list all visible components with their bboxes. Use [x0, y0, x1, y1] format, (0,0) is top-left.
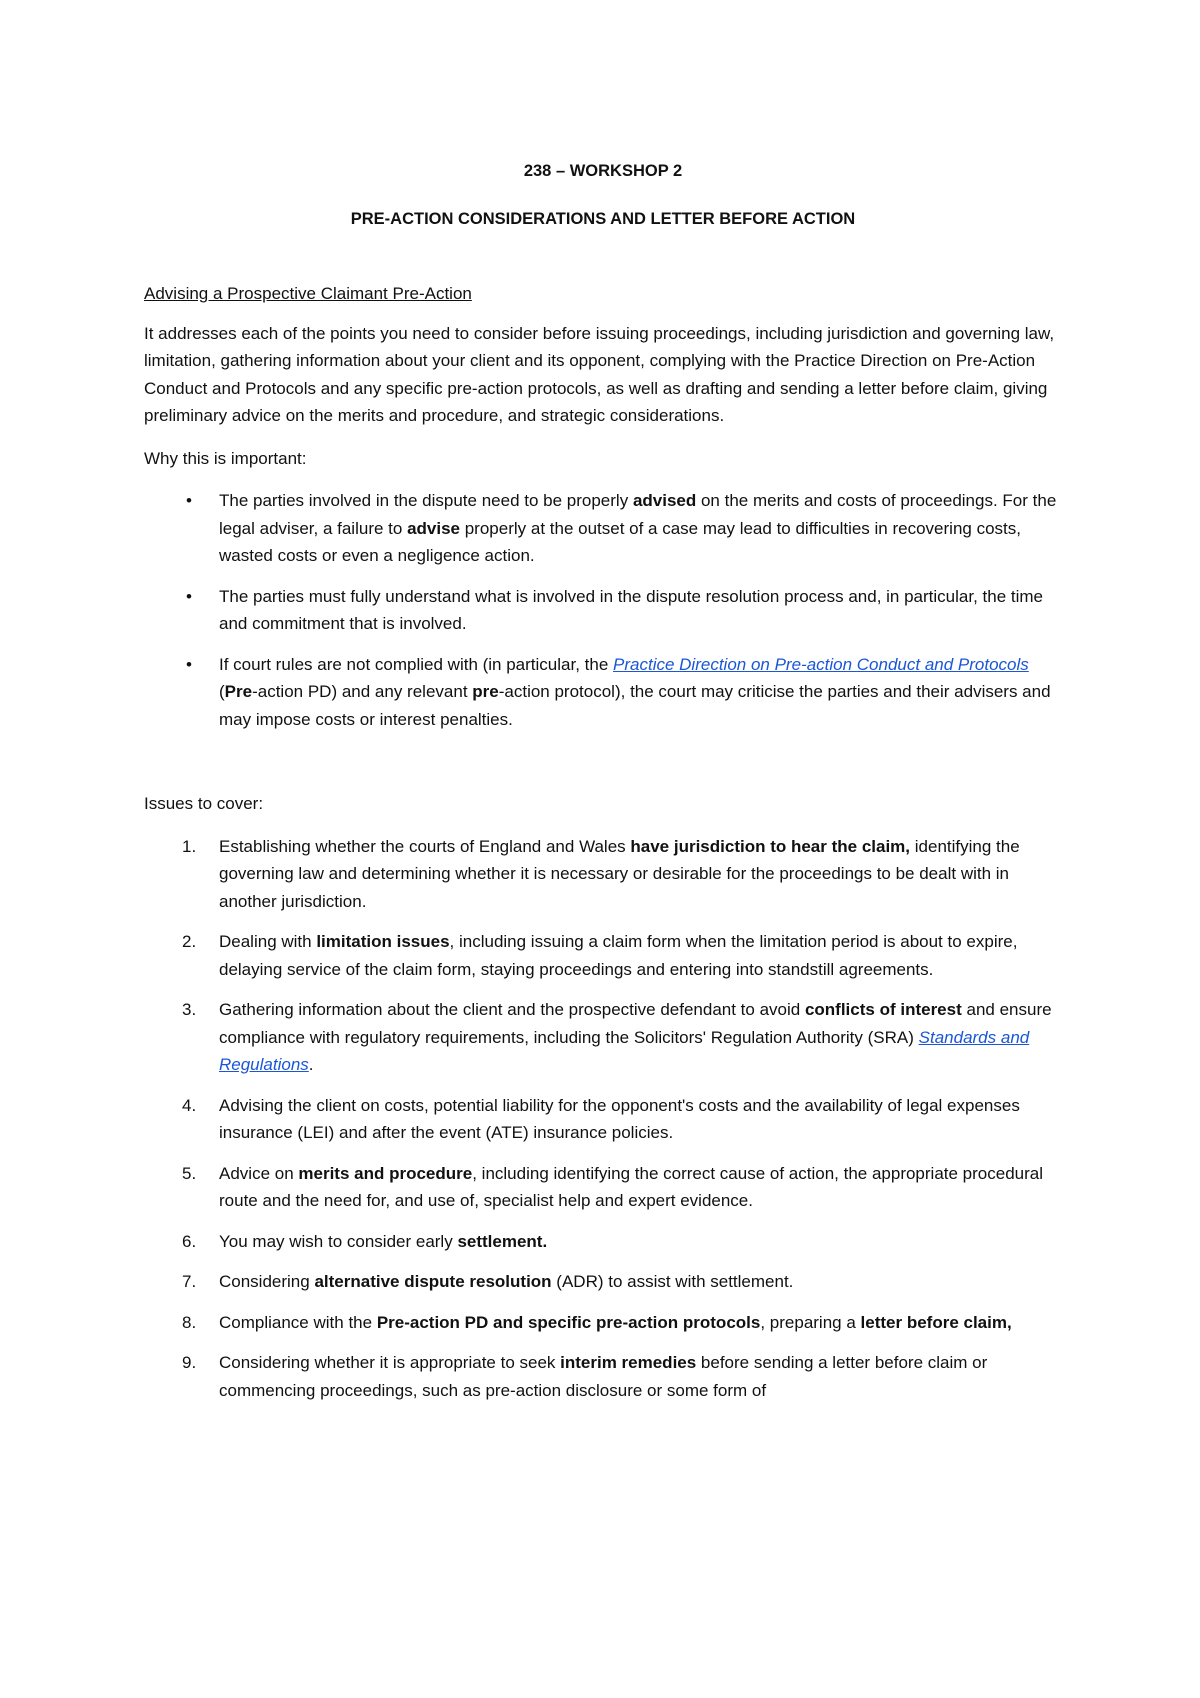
list-number: 2.	[182, 932, 197, 951]
bullet-icon: •	[186, 491, 192, 510]
bullet-icon: •	[186, 586, 192, 606]
list-number: 1.	[182, 836, 197, 856]
list-item: 4. Advising the client on costs, potential liability for the opponent's costs and the availability of legal expenses insurance (LEI) and after the event (ATE) insurance policies.	[144, 1092, 1062, 1147]
list-number: 4.	[182, 1095, 197, 1115]
list-item: 3. Gathering information about the client and the prospective defendant to avoid conflicts of interest and ensure compliance with regulatory requirements, including the Solicitors' Regulation Authority (SRA) Standards and Regulations.	[144, 996, 1062, 1079]
list-item: 1. Establishing whether the courts of England and Wales have jurisdiction to hear the claim, identifying the governing law and determining whether it is necessary or desirable for the proceedings to be dealt with in another jurisdiction.	[144, 833, 1062, 916]
list-number: 5.	[182, 1163, 197, 1183]
list-item: 9. Considering whether it is appropriate to seek interim remedies before sending a letter before claim or commencing proceedings, such as pre-action disclosure or some form of	[144, 1349, 1062, 1404]
list-number: 9.	[182, 1353, 197, 1372]
issues-label: Issues to cover:	[144, 794, 264, 813]
document-title: 238 – WORKSHOP 2	[523, 162, 683, 180]
list-item: 5. Advice on merits and procedure, including identifying the correct cause of action, the appropriate procedural route and the need for, and use of, specialist help and expert evidence.	[144, 1160, 1062, 1215]
issues-numbered-list	[144, 833, 1062, 1405]
section-heading: Advising a Prospective Claimant Pre-Action	[144, 284, 472, 303]
list-number: 7.	[182, 1272, 197, 1291]
why-important-label: Why this is important:	[144, 448, 307, 468]
list-item: 7. Considering alternative dispute resolution (ADR) to assist with settlement.	[144, 1268, 1062, 1296]
importance-bullet-list	[144, 487, 1062, 733]
document-body	[144, 160, 1062, 1417]
practice-direction-link[interactable]: Practice Direction on Pre-action Conduct and Protocols	[613, 654, 1029, 674]
standards-regulations-link[interactable]: Standards and Regulations	[219, 1027, 1030, 1074]
list-item: 2. Dealing with limitation issues, including issuing a claim form when the limitation period is about to expire, delaying service of the claim form, staying proceedings and entering into standstill agreements.	[144, 928, 1062, 983]
list-number: 6.	[182, 1231, 197, 1251]
list-item: • If court rules are not complied with (in particular, the Practice Direction on Pre-action Conduct and Protocols (Pre-action PD) and any relevant pre-action protocol), the court may criticise the parties and their advisers and may impose costs or interest penalties.	[144, 651, 1062, 734]
bullet-icon: •	[186, 654, 192, 674]
list-item: 8. Compliance with the Pre-action PD and specific pre-action protocols, preparing a letter before claim,	[144, 1309, 1062, 1337]
list-item: • The parties involved in the dispute need to be properly advised on the merits and costs of proceedings. For the legal adviser, a failure to advise properly at the outset of a case may lead to difficulties in recovering costs, wasted costs or even a negligence action.	[144, 487, 1062, 570]
intro-paragraph: It addresses each of the points you need to consider before issuing proceedings, including jurisdiction and governing law, limitation, gathering information about your client and its opponent, complying with the Practice Direction on Pre-Action Conduct and Protocols and any specific pre-action protocols, as well as drafting and sending a letter before claim, giving preliminary advice on the merits and procedure, and strategic considerations.	[144, 323, 1055, 425]
spacer	[144, 746, 1062, 790]
list-item: 6. You may wish to consider early settlement.	[144, 1228, 1062, 1256]
list-number: 3.	[182, 1000, 197, 1019]
list-number: 8.	[182, 1312, 197, 1332]
list-item: • The parties must fully understand what is involved in the dispute resolution process and, in particular, the time and commitment that is involved.	[144, 583, 1062, 638]
document-subtitle: PRE-ACTION CONSIDERATIONS AND LETTER BEFORE ACTION	[350, 210, 856, 228]
